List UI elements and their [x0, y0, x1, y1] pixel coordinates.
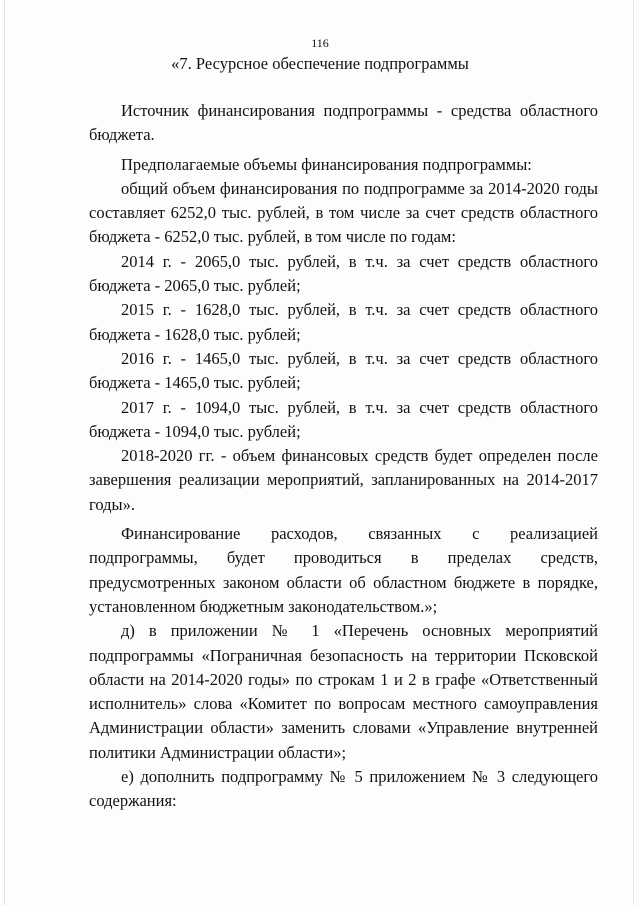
paragraph-year-2015: 2015 г. - 1628,0 тыс. рублей, в т.ч. за счет средств областного бюджета - 1628,0 тыс. рублей;	[89, 300, 598, 344]
paragraph-total-volume: общий объем финансирования по подпрограмме за 2014-2020 годы составляет 6252,0 тыс. рублей, в том числе за счет средств областного бюджета - 6252,0 тыс. рублей, в том числе по годам:	[89, 178, 598, 247]
paragraph-amendment-e: е) дополнить подпрограмму № 5 приложением № 3 следующего содержания:	[89, 767, 598, 811]
scan-edge-right	[633, 0, 634, 905]
paragraph-years-2018-2020: 2018-2020 гг. - объем финансовых средств будет определен после завершения реализации мероприятий, запланированных на 2014-2017 годы».	[89, 446, 598, 514]
body-text	[89, 94, 598, 814]
paragraph-year-2017: 2017 г. - 1094,0 тыс. рублей, в т.ч. за счет средств областного бюджета - 1094,0 тыс. рублей;	[89, 397, 598, 441]
paragraph-funding-volumes-heading: Предполагаемые объемы финансирования подпрограммы:	[121, 154, 532, 174]
paragraph-financing-limits: Финансирование расходов, связанных с реализацией подпрограммы, будет проводиться в пределах средств, предусмотренных законом области об областном бюджете в порядке, установленном бюджетным законодательством.»;	[89, 524, 598, 616]
scan-edge-left	[4, 0, 5, 905]
section-title: «7. Ресурсное обеспечение подпрограммы	[171, 54, 469, 73]
paragraph-amendment-d: д) в приложении № 1 «Перечень основных мероприятий подпрограммы «Пограничная безопасность на территории Псковской области на 2014-2020 годы» по строкам 1 и 2 в графе «Ответственный исполнитель» слова «Комитет по вопросам местного самоуправления Администрации области» заменить словами «Управление внутренней политики Администрации области»;	[89, 621, 598, 762]
paragraph-year-2016: 2016 г. - 1465,0 тыс. рублей, в т.ч. за счет средств областного бюджета - 1465,0 тыс. рублей;	[89, 348, 598, 393]
paragraph-year-2014: 2014 г. - 2065,0 тыс. рублей, в т.ч. за счет средств областного бюджета - 2065,0 тыс. рублей;	[89, 251, 598, 296]
page-number: 116	[311, 36, 329, 50]
paragraph-funding-source: Источник финансирования подпрограммы - средства областного бюджета.	[89, 101, 598, 145]
